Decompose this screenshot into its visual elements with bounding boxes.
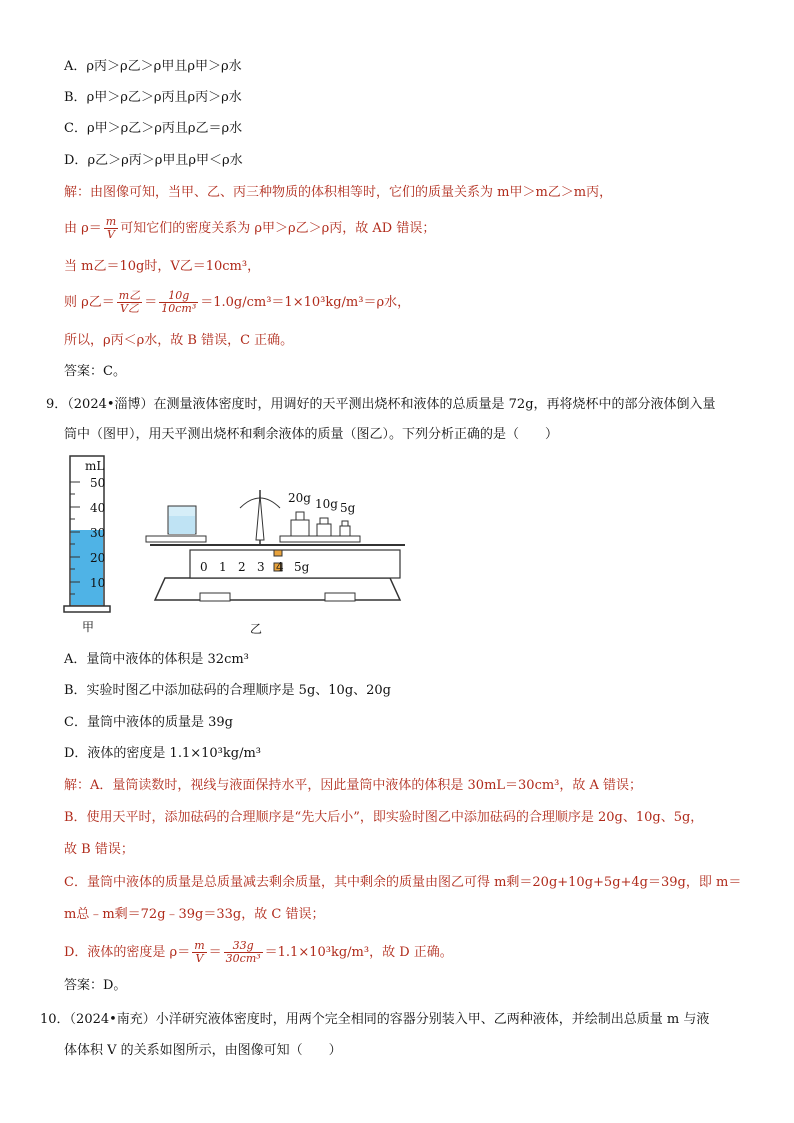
q9-solution-c1: C．量筒中液体的质量是总质量减去剩余质量，其中剩余的质量由图乙可得 m剩＝20g+10g+5g+4g＝39g，即 m＝ xyxy=(64,875,742,890)
q8-solution-line3: 当 m乙＝10g时，V乙＝10cm³， xyxy=(64,259,261,274)
q10-stem-line1: 10．（2024•南充）小洋研究液体密度时，用两个完全相同的容器分别装入甲、乙两种液体，并绘制出总质量 m 与液 xyxy=(40,1012,710,1027)
q9-solution-a: 解：A．量筒读数时，视线与液面保持水平，因此量筒中液体的体积是 30mL＝30cm³，故 A 错误； xyxy=(64,778,643,793)
q9-solution-b2: 故 B 错误； xyxy=(64,842,134,857)
cylinder-tick: 10 xyxy=(90,576,106,590)
q9-answer: 答案：D。 xyxy=(64,978,127,993)
cylinder-tick: 20 xyxy=(90,551,106,565)
scale-label: 2 xyxy=(238,560,246,574)
q9-figure xyxy=(60,450,420,640)
cylinder-unit: mL xyxy=(85,459,105,473)
weight-label: 5g xyxy=(340,501,356,515)
q8-answer: 答案：C。 xyxy=(64,364,126,379)
weight-label: 20g xyxy=(288,491,311,505)
q8-option-d: D．ρ乙＞ρ丙＞ρ甲且ρ甲＜ρ水 xyxy=(64,153,243,168)
q9-option-d: D．液体的密度是 1.1×10³kg/m³ xyxy=(64,746,261,761)
q8-solution-line5: 所以，ρ丙＜ρ水，故 B 错误，C 正确。 xyxy=(64,333,294,348)
scale-label: 3 xyxy=(257,560,265,574)
q9-stem-line1: 9．（2024•淄博）在测量液体密度时，用调好的天平测出烧杯和液体的总质量是 72g，再将烧杯中的部分液体倒入量 xyxy=(46,397,716,412)
q9-solution-d: D．液体的密度是 ρ＝ $\frac{m}{V}$ ＝ $\frac{33g}{\text{30cm³}}$ ＝1.1×10³kg/m³，故 D 正确。 xyxy=(64,939,453,965)
q8-solution-line1: 解：由图像可知，当甲、乙、丙三种物质的体积相等时，它们的质量关系为 m甲＞m乙＞m丙， xyxy=(64,185,613,200)
scale-label: 1 xyxy=(219,560,227,574)
q8-solution-line4: 则 ρ乙＝ $\frac{\text{m乙}}{\text{V乙}}$ ＝ $\frac{10g}{\text{10cm³}}$ ＝1.0g/cm³＝1×10³kg/m³＝ρ水， xyxy=(64,289,411,315)
q9-solution-c2: m总﹣m剩＝72g﹣39g＝33g，故 C 错误； xyxy=(64,907,325,922)
fraction-denominator: V xyxy=(107,228,115,241)
q9-stem-line2: 筒中（图甲），用天平测出烧杯和剩余液体的质量（图乙）。下列分析正确的是（ ） xyxy=(64,427,559,442)
q10-stem-line2: 体体积 V 的关系如图所示，由图像可知（ ） xyxy=(64,1043,342,1058)
scale-label: 0 xyxy=(200,560,208,574)
q9-option-a: A．量筒中液体的体积是 32cm³ xyxy=(64,652,249,667)
q8-solution-line2: 由 ρ＝ $\frac{m}{V}$ 可知它们的密度关系为 ρ甲＞ρ乙＞ρ丙，故 AD 错误； xyxy=(64,215,436,241)
q8-option-b: B．ρ甲＞ρ乙＞ρ丙且ρ丙＞ρ水 xyxy=(64,90,242,105)
cylinder-tick: 50 xyxy=(90,476,106,490)
q9-option-b: B．实验时图乙中添加砝码的合理顺序是 5g、10g、20g xyxy=(64,683,392,698)
balance xyxy=(146,490,405,601)
q8-option-c: C．ρ甲＞ρ乙＞ρ丙且ρ乙＝ρ水 xyxy=(64,121,243,136)
figure-caption-yi: 乙 xyxy=(250,622,263,636)
cylinder-liquid xyxy=(71,530,106,605)
scale-label: 4 xyxy=(276,560,284,574)
q9-option-c: C．量筒中液体的质量是 39g xyxy=(64,715,233,730)
weight-label: 10g xyxy=(315,497,338,511)
cylinder-tick: 40 xyxy=(90,501,106,515)
q8-option-a: A．ρ丙＞ρ乙＞ρ甲且ρ甲＞ρ水 xyxy=(64,59,242,74)
fraction-numerator: m xyxy=(105,215,117,228)
q9-solution-b1: B．使用天平时，添加砝码的合理顺序是“先大后小”，即实验时图乙中添加砝码的合理顺序是 20g、10g、5g， xyxy=(64,810,704,825)
figure-caption-jia: 甲 xyxy=(82,620,95,634)
scale-label: 5g xyxy=(294,560,310,574)
cylinder-tick: 30 xyxy=(90,526,106,540)
